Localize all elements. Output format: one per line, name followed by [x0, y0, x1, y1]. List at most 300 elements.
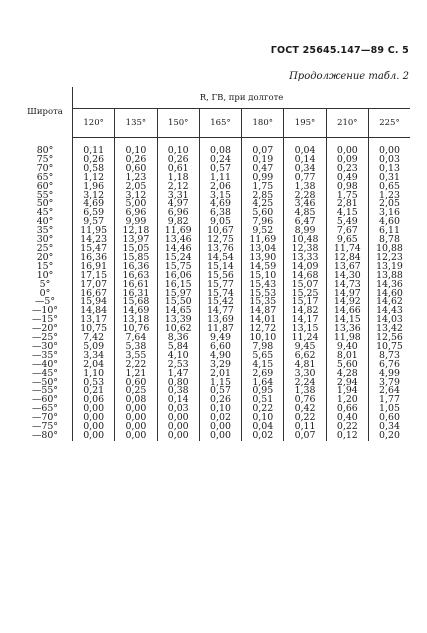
value-cell: 4,15 — [242, 361, 284, 370]
value-cell: 14,82 — [284, 307, 326, 316]
value-cell: 0,51 — [242, 396, 284, 405]
longitude-header: 180° — [242, 109, 284, 138]
longitude-header: 165° — [199, 109, 241, 138]
latitude-cell: —25° — [18, 334, 73, 343]
value-cell: 0,61 — [157, 165, 199, 174]
value-cell: 5,60 — [242, 209, 284, 218]
value-cell: 0,00 — [326, 138, 368, 156]
value-cell: 0,07 — [242, 138, 284, 156]
value-cell: 6,62 — [284, 352, 326, 361]
value-cell: 12,38 — [284, 245, 326, 254]
value-cell: 13,97 — [115, 236, 157, 245]
value-cell: 15,75 — [157, 263, 199, 272]
value-cell: 6,59 — [83, 207, 105, 219]
value-cell: 1,94 — [326, 387, 368, 396]
value-cell: 4,81 — [284, 361, 326, 370]
value-cell: 14,15 — [326, 316, 368, 325]
value-cell: 16,06 — [157, 272, 199, 281]
value-cell: 17,07 — [80, 278, 108, 290]
value-cell: 2,64 — [368, 387, 410, 396]
value-cell: 0,58 — [83, 162, 105, 174]
value-cell: 0,00 — [115, 432, 157, 441]
value-cell: 17,15 — [80, 269, 108, 281]
value-cell: 16,91 — [80, 260, 108, 272]
value-cell: 1,10 — [83, 367, 105, 379]
value-cell: 14,23 — [80, 234, 108, 246]
value-cell: 2,28 — [284, 192, 326, 201]
value-cell: 0,10 — [199, 405, 241, 414]
value-cell: 3,29 — [199, 361, 241, 370]
value-cell: 15,05 — [115, 245, 157, 254]
table-row — [18, 432, 410, 441]
longitude-group-header: R, ГВ, при долготе — [73, 87, 411, 109]
longitude-header: 135° — [115, 109, 157, 138]
value-cell: 0,09 — [326, 156, 368, 165]
latitude-cell: 70° — [18, 165, 73, 174]
value-cell: 13,69 — [199, 316, 241, 325]
value-cell: 11,74 — [326, 245, 368, 254]
value-cell: 0,11 — [284, 423, 326, 432]
value-cell: 10,48 — [284, 236, 326, 245]
value-cell: 0,26 — [199, 396, 241, 405]
value-cell: 5,84 — [157, 343, 199, 352]
value-cell: 7,42 — [83, 332, 105, 344]
value-cell: 13,39 — [157, 316, 199, 325]
longitude-header: 120° — [73, 109, 115, 138]
value-cell: 5,00 — [115, 200, 157, 209]
value-cell: 0,04 — [284, 138, 326, 156]
value-cell: 9,49 — [199, 334, 241, 343]
value-cell: 2,06 — [199, 183, 241, 192]
value-cell: 3,55 — [115, 352, 157, 361]
value-cell: 14,30 — [326, 272, 368, 281]
value-cell: 0,10 — [242, 414, 284, 423]
value-cell: 5,49 — [326, 218, 368, 227]
value-cell: 2,24 — [284, 379, 326, 388]
latitude-cell: 30° — [18, 236, 73, 245]
value-cell: 0,12 — [326, 432, 368, 441]
value-cell: 15,35 — [242, 298, 284, 307]
latitude-cell: 60° — [18, 183, 73, 192]
value-cell: 0,06 — [83, 394, 105, 406]
value-cell: 15,25 — [284, 290, 326, 299]
rigidity-table — [18, 87, 410, 441]
value-cell: 5,65 — [242, 352, 284, 361]
value-cell: 0,00 — [83, 421, 105, 433]
value-cell: 4,10 — [157, 352, 199, 361]
value-cell: 13,76 — [199, 245, 241, 254]
value-cell: 14,92 — [326, 298, 368, 307]
latitude-cell: 20° — [18, 254, 73, 263]
value-cell: 6,76 — [368, 361, 410, 370]
value-cell: 0,07 — [284, 432, 326, 441]
value-cell: 13,15 — [284, 325, 326, 334]
latitude-cell: —45° — [18, 370, 73, 379]
value-cell: 14,73 — [326, 281, 368, 290]
value-cell: 11,95 — [80, 225, 108, 237]
value-cell: 14,59 — [242, 263, 284, 272]
value-cell: 14,54 — [199, 254, 241, 263]
value-cell: 0,00 — [157, 432, 199, 441]
value-cell: 10,75 — [80, 323, 108, 335]
value-cell: 3,30 — [284, 370, 326, 379]
value-cell: 4,99 — [368, 370, 410, 379]
value-cell: 1,75 — [242, 183, 284, 192]
value-cell: 3,79 — [368, 379, 410, 388]
latitude-cell: 65° — [18, 174, 73, 183]
value-cell: 4,15 — [326, 209, 368, 218]
value-cell: 0,00 — [115, 405, 157, 414]
value-cell: 8,01 — [326, 352, 368, 361]
latitude-cell: —70° — [18, 414, 73, 423]
value-cell: 7,98 — [242, 343, 284, 352]
value-cell: 1,77 — [368, 396, 410, 405]
value-cell: 0,02 — [199, 414, 241, 423]
value-cell: 0,49 — [326, 174, 368, 183]
value-cell: 1,21 — [115, 370, 157, 379]
value-cell: 0,25 — [115, 387, 157, 396]
value-cell: 14,69 — [115, 307, 157, 316]
latitude-cell: —40° — [18, 361, 73, 370]
value-cell: 0,11 — [83, 145, 105, 156]
value-cell: 1,12 — [83, 171, 105, 183]
value-cell: 16,15 — [157, 281, 199, 290]
value-cell: 12,18 — [115, 227, 157, 236]
value-cell: 0,23 — [326, 165, 368, 174]
value-cell: 1,18 — [157, 174, 199, 183]
table-body — [18, 138, 410, 441]
value-cell: 0,22 — [284, 414, 326, 423]
value-cell: 13,90 — [242, 254, 284, 263]
value-cell: 0,00 — [368, 138, 410, 156]
value-cell: 16,67 — [80, 287, 108, 299]
value-cell: 0,00 — [199, 423, 241, 432]
table-continuation-caption: Продолжение табл. 2 — [289, 71, 409, 82]
value-cell: 14,01 — [242, 316, 284, 325]
value-cell: 2,01 — [199, 370, 241, 379]
value-cell: 0,20 — [368, 432, 410, 441]
value-cell: 0,38 — [157, 387, 199, 396]
value-cell: 0,57 — [199, 165, 241, 174]
value-cell: 9,99 — [115, 218, 157, 227]
standard-header: ГОСТ 25645.147—89 С. 5 — [270, 45, 409, 56]
value-cell: 0,77 — [284, 174, 326, 183]
latitude-cell: —15° — [18, 316, 73, 325]
value-cell: 9,82 — [157, 218, 199, 227]
value-cell: 0,60 — [115, 165, 157, 174]
value-cell: 3,46 — [284, 200, 326, 209]
value-cell: 4,69 — [199, 200, 241, 209]
value-cell: 1,20 — [326, 396, 368, 405]
value-cell: 0,34 — [368, 423, 410, 432]
value-cell: 10,67 — [199, 227, 241, 236]
value-cell: 9,45 — [284, 343, 326, 352]
value-cell: 0,00 — [115, 423, 157, 432]
value-cell: 14,17 — [284, 316, 326, 325]
value-cell: 2,22 — [115, 361, 157, 370]
latitude-cell: —50° — [18, 379, 73, 388]
value-cell: 4,69 — [83, 198, 105, 210]
value-cell: 0,10 — [115, 138, 157, 156]
value-cell: 0,00 — [157, 414, 199, 423]
value-cell: 0,21 — [83, 385, 105, 397]
value-cell: 0,00 — [199, 432, 241, 441]
value-cell: 0,26 — [157, 156, 199, 165]
value-cell: 15,53 — [242, 290, 284, 299]
latitude-cell: 50° — [18, 200, 73, 209]
value-cell: 0,57 — [199, 387, 241, 396]
value-cell: 12,23 — [368, 254, 410, 263]
value-cell: 14,84 — [80, 305, 108, 317]
value-cell: 0,26 — [115, 156, 157, 165]
value-cell: 15,56 — [199, 272, 241, 281]
latitude-cell: —60° — [18, 396, 73, 405]
value-cell: 0,98 — [326, 183, 368, 192]
value-cell: 14,46 — [157, 245, 199, 254]
value-cell: 0,34 — [284, 165, 326, 174]
value-cell: 15,74 — [199, 290, 241, 299]
value-cell: 15,14 — [199, 263, 241, 272]
value-cell: 0,08 — [115, 396, 157, 405]
value-cell: 6,47 — [284, 218, 326, 227]
latitude-cell: —10° — [18, 307, 73, 316]
value-cell: 13,88 — [368, 272, 410, 281]
latitude-cell: 80° — [18, 138, 73, 156]
value-cell: 0,14 — [284, 156, 326, 165]
value-cell: 9,05 — [199, 218, 241, 227]
value-cell: 4,85 — [284, 209, 326, 218]
value-cell: 14,36 — [368, 281, 410, 290]
value-cell: 0,76 — [284, 396, 326, 405]
value-cell: 0,22 — [326, 423, 368, 432]
value-cell: 14,87 — [242, 307, 284, 316]
value-cell: 14,77 — [199, 307, 241, 316]
value-cell: 1,96 — [83, 180, 105, 192]
value-cell: 7,64 — [115, 334, 157, 343]
value-cell: 16,36 — [115, 263, 157, 272]
value-cell: 0,00 — [83, 412, 105, 424]
value-cell: 3,12 — [83, 189, 105, 201]
value-cell: 5,38 — [115, 343, 157, 352]
value-cell: 14,60 — [368, 290, 410, 299]
value-cell: 13,04 — [242, 245, 284, 254]
value-cell: 0,24 — [199, 156, 241, 165]
value-cell: 13,36 — [326, 325, 368, 334]
value-cell: 14,43 — [368, 307, 410, 316]
value-cell: 10,88 — [368, 245, 410, 254]
value-cell: 0,08 — [199, 138, 241, 156]
value-cell: 0,80 — [157, 379, 199, 388]
value-cell: 0,99 — [242, 174, 284, 183]
value-cell: 0,42 — [284, 405, 326, 414]
value-cell: 2,81 — [326, 200, 368, 209]
value-cell: 11,69 — [157, 227, 199, 236]
value-cell: 10,76 — [115, 325, 157, 334]
value-cell: 14,62 — [368, 298, 410, 307]
value-cell: 15,43 — [242, 281, 284, 290]
latitude-cell: 10° — [18, 272, 73, 281]
latitude-cell: —35° — [18, 352, 73, 361]
value-cell: 13,42 — [368, 325, 410, 334]
value-cell: 11,87 — [199, 325, 241, 334]
value-cell: 0,03 — [157, 405, 199, 414]
value-cell: 1,23 — [368, 192, 410, 201]
value-cell: 13,17 — [80, 314, 108, 326]
value-cell: 14,66 — [326, 307, 368, 316]
value-cell: 9,65 — [326, 236, 368, 245]
longitude-header: 150° — [157, 109, 199, 138]
value-cell: 1,75 — [326, 192, 368, 201]
value-cell: 11,24 — [284, 334, 326, 343]
value-cell: 0,19 — [242, 156, 284, 165]
value-cell: 6,60 — [199, 343, 241, 352]
value-cell: 16,36 — [80, 251, 108, 263]
latitude-cell: 40° — [18, 218, 73, 227]
latitude-cell: —55° — [18, 387, 73, 396]
latitude-cell: —5° — [18, 298, 73, 307]
value-cell: 1,11 — [199, 174, 241, 183]
value-cell: 0,10 — [157, 138, 199, 156]
value-cell: 2,05 — [115, 183, 157, 192]
value-cell: 0,65 — [368, 183, 410, 192]
latitude-cell: 25° — [18, 245, 73, 254]
value-cell: 7,96 — [242, 218, 284, 227]
value-cell: 7,67 — [326, 227, 368, 236]
value-cell: 1,38 — [284, 183, 326, 192]
value-cell: 4,90 — [199, 352, 241, 361]
value-cell: 0,22 — [242, 405, 284, 414]
latitude-cell: 0° — [18, 290, 73, 299]
longitude-header-row — [18, 109, 410, 138]
value-cell: 0,60 — [368, 414, 410, 423]
value-cell: 9,57 — [83, 216, 105, 228]
value-cell: 2,69 — [242, 370, 284, 379]
value-cell: 1,64 — [242, 379, 284, 388]
value-cell: 15,42 — [199, 298, 241, 307]
value-cell: 11,98 — [326, 334, 368, 343]
value-cell: 8,36 — [157, 334, 199, 343]
longitude-header: 210° — [326, 109, 368, 138]
value-cell: 6,96 — [115, 209, 157, 218]
value-cell: 13,67 — [326, 263, 368, 272]
latitude-cell: —30° — [18, 343, 73, 352]
value-cell: 2,04 — [83, 358, 105, 370]
value-cell: 0,00 — [83, 403, 105, 415]
value-cell: 4,25 — [242, 200, 284, 209]
longitude-header: 225° — [368, 109, 410, 138]
value-cell: 14,97 — [326, 290, 368, 299]
value-cell: 12,84 — [326, 254, 368, 263]
value-cell: 15,97 — [157, 290, 199, 299]
value-cell: 0,14 — [157, 396, 199, 405]
value-cell: 3,16 — [368, 209, 410, 218]
value-cell: 2,94 — [326, 379, 368, 388]
value-cell: 4,60 — [368, 218, 410, 227]
value-cell: 12,75 — [199, 236, 241, 245]
value-cell: 0,60 — [115, 379, 157, 388]
value-cell: 16,61 — [115, 281, 157, 290]
value-cell: 1,15 — [199, 379, 241, 388]
value-cell: 0,02 — [242, 432, 284, 441]
value-cell: 8,78 — [368, 236, 410, 245]
latitude-cell: 35° — [18, 227, 73, 236]
value-cell: 3,34 — [83, 349, 105, 361]
value-cell: 15,85 — [115, 254, 157, 263]
latitude-cell: —75° — [18, 423, 73, 432]
value-cell: 8,73 — [368, 352, 410, 361]
value-cell: 12,72 — [242, 325, 284, 334]
value-cell: 3,31 — [157, 192, 199, 201]
value-cell: 3,15 — [199, 192, 241, 201]
value-cell: 1,05 — [368, 405, 410, 414]
value-cell: 0,13 — [368, 165, 410, 174]
latitude-header: Широта — [18, 87, 73, 138]
value-cell: 1,47 — [157, 370, 199, 379]
value-cell: 4,28 — [326, 370, 368, 379]
value-cell: 3,12 — [115, 192, 157, 201]
value-cell: 15,50 — [157, 298, 199, 307]
value-cell: 12,56 — [368, 334, 410, 343]
value-cell: 11,69 — [242, 236, 284, 245]
value-cell: 2,12 — [157, 183, 199, 192]
value-cell: 13,33 — [284, 254, 326, 263]
value-cell: 0,00 — [157, 423, 199, 432]
value-cell: 10,75 — [368, 343, 410, 352]
latitude-cell: 55° — [18, 192, 73, 201]
value-cell: 6,11 — [368, 227, 410, 236]
value-cell: 13,46 — [157, 236, 199, 245]
value-cell: 15,94 — [80, 296, 108, 308]
latitude-cell: —80° — [18, 432, 73, 441]
value-cell: 15,10 — [242, 272, 284, 281]
value-cell: 14,68 — [284, 272, 326, 281]
value-cell: 15,17 — [284, 298, 326, 307]
value-cell: 6,38 — [199, 209, 241, 218]
value-cell: 2,85 — [242, 192, 284, 201]
value-cell: 14,65 — [157, 307, 199, 316]
value-cell: 0,40 — [326, 414, 368, 423]
value-cell: 13,18 — [115, 316, 157, 325]
value-cell: 0,03 — [368, 156, 410, 165]
latitude-cell: 75° — [18, 156, 73, 165]
value-cell: 15,47 — [80, 242, 108, 254]
value-cell: 0,95 — [242, 387, 284, 396]
value-cell: 6,96 — [157, 209, 199, 218]
value-cell: 8,99 — [284, 227, 326, 236]
latitude-cell: —20° — [18, 325, 73, 334]
value-cell: 4,97 — [157, 200, 199, 209]
longitude-header: 195° — [284, 109, 326, 138]
latitude-cell: —65° — [18, 405, 73, 414]
latitude-cell: 15° — [18, 263, 73, 272]
value-cell: 14,09 — [284, 263, 326, 272]
value-cell: 10,62 — [157, 325, 199, 334]
value-cell: 0,53 — [83, 376, 105, 388]
value-cell: 2,05 — [368, 200, 410, 209]
value-cell: 1,38 — [284, 387, 326, 396]
value-cell: 5,09 — [83, 340, 105, 352]
value-cell: 5,60 — [326, 361, 368, 370]
value-cell: 2,53 — [157, 361, 199, 370]
value-cell: 15,24 — [157, 254, 199, 263]
value-cell: 9,52 — [242, 227, 284, 236]
value-cell: 10,10 — [242, 334, 284, 343]
value-cell: 16,31 — [115, 290, 157, 299]
value-cell: 15,68 — [115, 298, 157, 307]
value-cell: 15,77 — [199, 281, 241, 290]
value-cell: 9,40 — [326, 343, 368, 352]
value-cell: 0,04 — [242, 423, 284, 432]
